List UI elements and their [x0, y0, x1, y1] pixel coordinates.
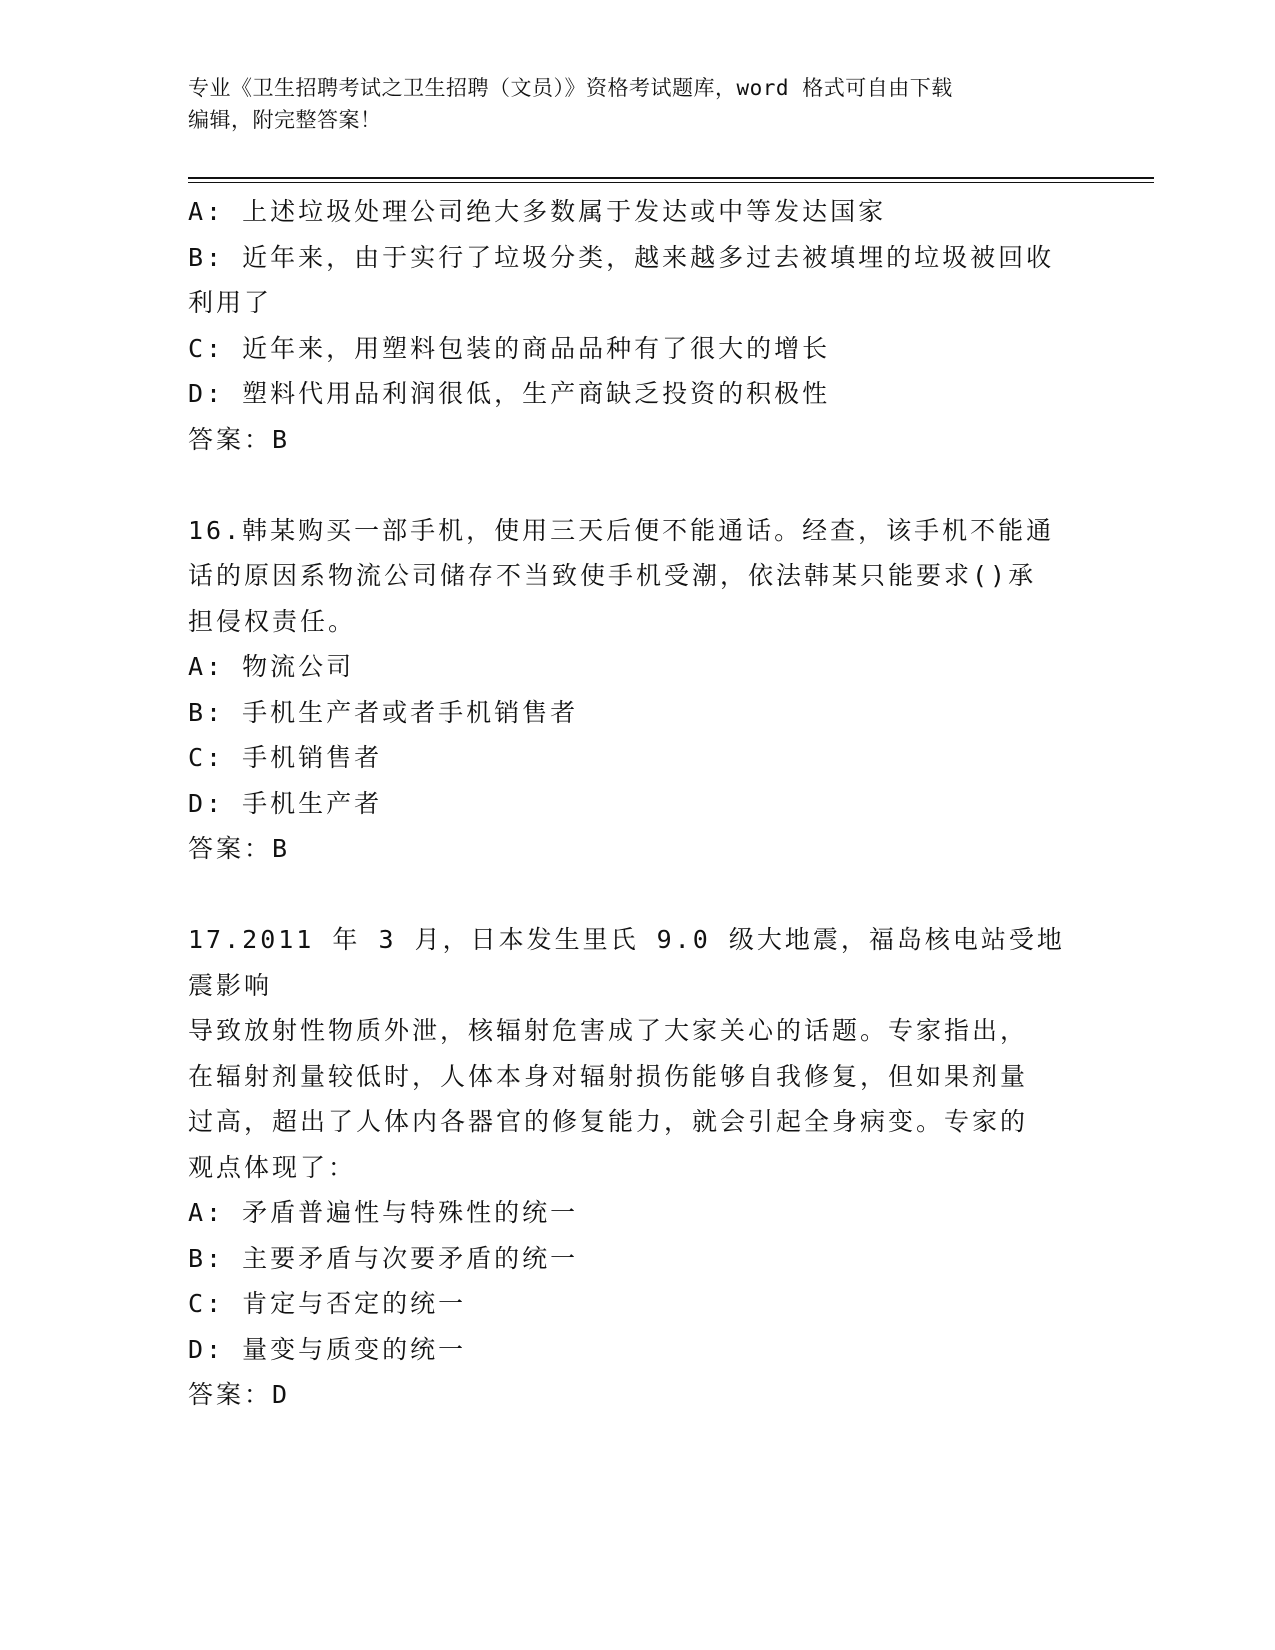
header-divider-thick: [188, 177, 1154, 179]
question-stem-line: 导致放射性物质外泄，核辐射危害成了大家关心的话题。专家指出，: [188, 1016, 1029, 1045]
question-block-16: [188, 508, 1088, 872]
option-line: C: 近年来，用塑料包装的商品品种有了很大的增长: [188, 333, 831, 363]
question-stem-line: 话的原因系物流公司储存不当致使手机受潮，依法韩某只能要求()承: [188, 561, 1037, 590]
option-line: D: 手机生产者: [188, 788, 383, 818]
question-stem-line: 在辐射剂量较低时，人体本身对辐射损伤能够自我修复，但如果剂量: [188, 1061, 1029, 1091]
header-divider-thin: [188, 182, 1154, 183]
option-line: B: 手机生产者或者手机销售者: [188, 697, 579, 727]
header-line-2: 编辑，附完整答案！: [188, 108, 382, 132]
question-stem-line: 担侵权责任。: [188, 606, 357, 636]
option-line: D: 塑料代用品利润很低，生产商缺乏投资的积极性: [188, 379, 831, 408]
question-stem-line: 过高，超出了人体内各器官的修复能力，就会引起全身病变。专家的: [188, 1107, 1029, 1136]
answer-line: 答案：B: [188, 424, 291, 454]
answer-line: 答案：D: [188, 1380, 291, 1409]
answer-line: 答案：B: [188, 834, 291, 863]
option-line: D: 量变与质变的统一: [188, 1334, 467, 1364]
option-line: C: 手机销售者: [188, 743, 383, 772]
option-line: C: 肯定与否定的统一: [188, 1289, 467, 1318]
question-list: [188, 189, 1088, 1418]
question-block-15: [188, 189, 1088, 462]
header-line-1: 专业《卫生招聘考试之卫生招聘（文员）》资格考试题库，word 格式可自由下载: [188, 76, 953, 100]
option-line: A: 矛盾普遍性与特殊性的统一: [188, 1198, 579, 1227]
option-line: 利用了: [188, 288, 273, 317]
question-stem-line: 观点体现了：: [188, 1152, 357, 1182]
option-line: B: 主要矛盾与次要矛盾的统一: [188, 1243, 579, 1273]
question-stem-line: 17.2011 年 3 月，日本发生里氏 9.0 级大地震，福岛核电站受地震影响: [188, 925, 1065, 1000]
question-block-17: [188, 917, 1088, 1418]
option-line: A: 物流公司: [188, 652, 355, 681]
question-stem-line: 16.韩某购买一部手机，使用三天后便不能通话。经查，该手机不能通: [188, 515, 1055, 545]
option-line: B: 近年来，由于实行了垃圾分类，越来越多过去被填埋的垃圾被回收: [188, 242, 1055, 272]
option-line: A: 上述垃圾处理公司绝大多数属于发达或中等发达国家: [188, 197, 887, 226]
document-header: [188, 72, 1088, 136]
